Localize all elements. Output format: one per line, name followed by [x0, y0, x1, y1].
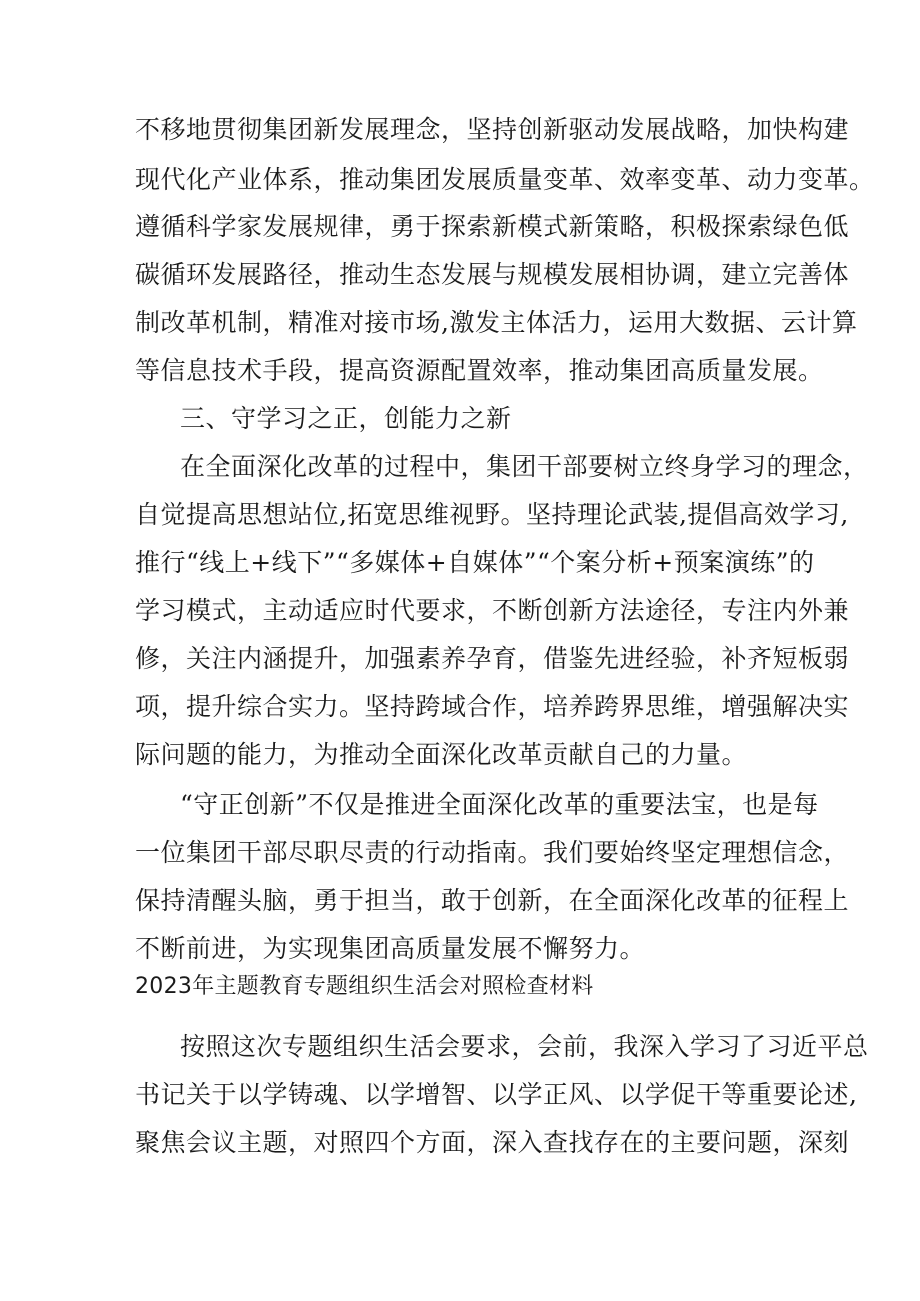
body-text-line: 一位集团干部尽职尽责的行动指南。我们要始终坚定理想信念， — [135, 838, 850, 867]
body-text-line: 际问题的能力，为推动全面深化改革贡献自己的力量。 — [135, 740, 748, 769]
body-text-line: 修，关注内涵提升，加强素养孕育，借鉴先进经验，补齐短板弱 — [135, 644, 850, 673]
body-text-line: 不移地贯彻集团新发展理念，坚持创新驱动发展战略，加快构建 — [135, 115, 850, 144]
body-text-line: 现代化产业体系，推动集团发展质量变革、效率变革、动力变革。 — [135, 165, 875, 194]
body-text-line: 项，提升综合实力。坚持跨域合作，培养跨界思维，增强解决实 — [135, 692, 850, 721]
body-text-line: 学习模式，主动适应时代要求，不断创新方法途径，专注内外兼 — [135, 596, 850, 625]
body-text-line: 遵循科学家发展规律，勇于探索新模式新策略，积极探索绿色低 — [135, 212, 850, 241]
body-text-line: 制改革机制，精准对接市场,激发主体活力，运用大数据、云计算 — [135, 308, 858, 337]
body-text-line: 书记关于以学铸魂、以学增智、以学正风、以学促干等重要论述, — [135, 1080, 858, 1109]
body-text-line: 聚焦会议主题，对照四个方面，深入查找存在的主要问题，深刻 — [135, 1128, 850, 1157]
body-text-line: 自觉提高思想站位,拓宽思维视野。坚持理论武装,提倡高效学习, — [135, 500, 849, 529]
body-text-line: 等信息技术手段，提高资源配置效率，推动集团高质量发展。 — [135, 356, 824, 385]
document-title: 2023年主题教育专题组织生活会对照检查材料 — [135, 974, 594, 999]
section-heading: 三、守学习之正，创能力之新 — [180, 404, 512, 433]
body-text-line: 推行“线上+线下”“多媒体+自媒体”“个案分析+预案演练”的 — [135, 548, 815, 577]
body-text-line: “守正创新”不仅是推进全面深化改革的重要法宝，也是每 — [180, 790, 819, 819]
body-text-line: 不断前进，为实现集团高质量发展不懈努力。 — [135, 934, 646, 963]
body-text-line: 保持清醒头脑，勇于担当，敢于创新，在全面深化改革的征程上 — [135, 886, 850, 915]
body-text-line: 按照这次专题组织生活会要求，会前，我深入学习了习近平总 — [180, 1032, 869, 1061]
body-text-line: 在全面深化改革的过程中，集团干部要树立终身学习的理念， — [180, 452, 869, 481]
body-text-line: 碳循环发展路径，推动生态发展与规模发展相协调，建立完善体 — [135, 260, 850, 289]
